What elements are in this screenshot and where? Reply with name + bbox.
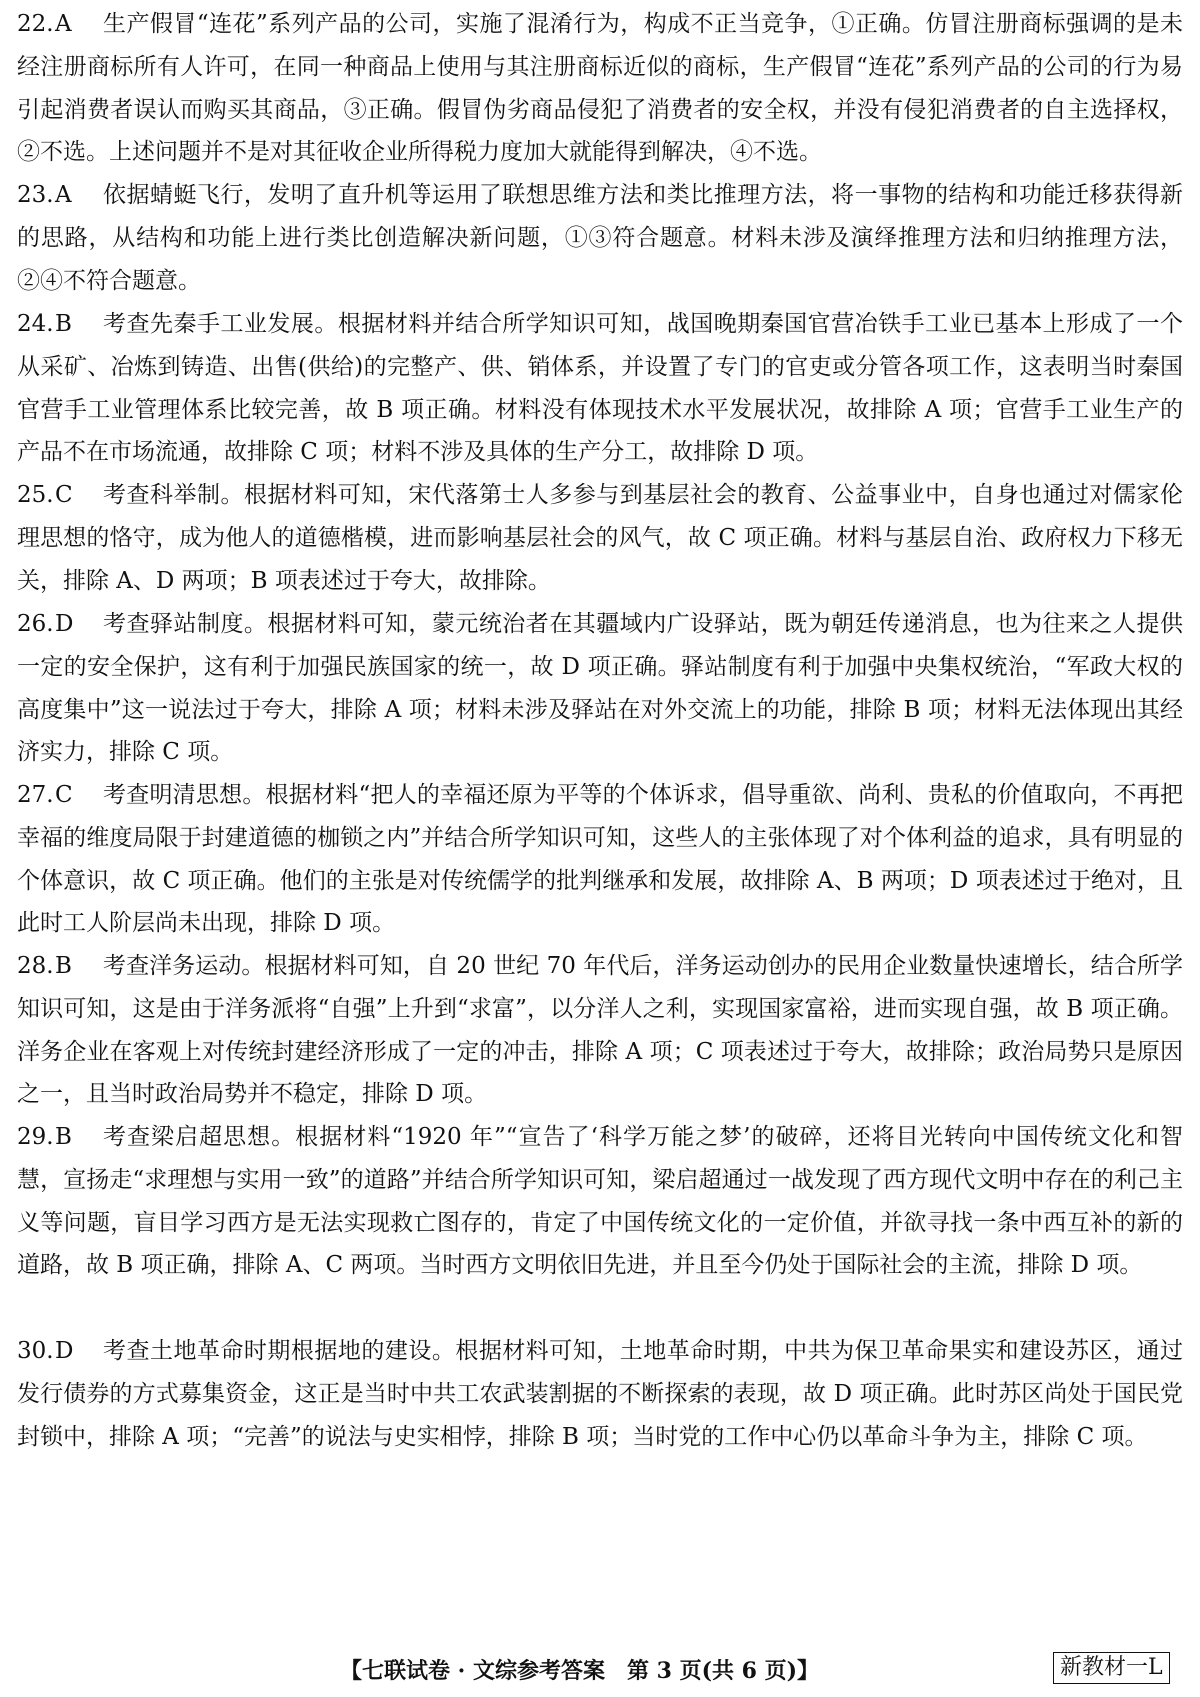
question-number: 29. xyxy=(17,1124,54,1150)
explanation-text: 依据蜻蜓飞行，发明了直升机等运用了联想思维方法和类比推理方法，将一事物的结构和功能迁移获得新的思路，从结构和功能上进行类比创造解决新问题，①③符合题意。材料未涉及演绎推理方法和归纳推理方法，②④不符合题意。 xyxy=(17,182,1183,294)
answer-item-27 xyxy=(17,774,1183,945)
answer-item-28 xyxy=(17,945,1183,1116)
page-footer xyxy=(0,1648,1200,1688)
explanation-text: 考查先秦手工业发展。根据材料并结合所学知识可知，战国晚期秦国官营冶铁手工业已基本上形成了一个从采矿、冶炼到铸造、出售(供给)的完整产、供、销体系，并设置了专门的官吏或分管各项工作，这表明当时秦国官营手工业管理体系比较完善，故 B 项正确。材料没有体现技术水平发展状况，故排除 A 项；官营手工业生产的产品不在市场流通，故排除 C 项；材料不涉及具体的生产分工，故排除 D 项。 xyxy=(17,311,1183,466)
explanation-text: 考查明清思想。根据材料“把人的幸福还原为平等的个体诉求，倡导重欲、尚利、贵私的价值取向，不再把幸福的维度局限于封建道德的枷锁之内”并结合所学知识可知，这些人的主张体现了对个体利益的追求，具有明显的个体意识，故 C 项正确。他们的主张是对传统儒学的批判继承和发展，故排除 A、B 两项；D 项表述过于绝对，且此时工人阶层尚未出现，排除 D 项。 xyxy=(17,782,1183,937)
question-number: 26. xyxy=(17,611,54,637)
explanation-text: 考查洋务运动。根据材料可知，自 20 世纪 70 年代后，洋务运动创办的民用企业数量快速增长，结合所学知识可知，这是由于洋务派将“自强”上升到“求富”，以分洋人之利，实现国家富裕，进而实现自强，故 B 项正确。洋务企业在客观上对传统封建经济形成了一定的冲击，排除 A 项；C 项表述过于夸大，故排除；政治局势只是原因之一，且当时政治局势并不稳定，排除 D 项。 xyxy=(17,953,1183,1108)
explanation-text: 生产假冒“连花”系列产品的公司，实施了混淆行为，构成不正当竞争，①正确。仿冒注册商标强调的是未经注册商标所有人许可，在同一种商品上使用与其注册商标近似的商标，生产假冒“连花”系列产品的公司的行为易引起消费者误认而购买其商品，③正确。假冒伪劣商品侵犯了消费者的安全权，并没有侵犯消费者的自主选择权，②不选。上述问题并不是对其征收企业所得税力度加大就能得到解决，④不选。 xyxy=(17,11,1183,166)
question-number: 25. xyxy=(17,482,54,508)
explanation-text: 考查梁启超思想。根据材料“1920 年”“宣告了‘科学万能之梦’的破碎，还将目光转向中国传统文化和智慧，宣扬走“求理想与实用一致”的道路”并结合所学知识可知，梁启超通过一战发现了西方现代文明中存在的利己主义等问题，盲目学习西方是无法实现救亡图存的，肯定了中国传统文化的一定价值，并欲寻找一条中西互补的新的道路，故 B 项正确，排除 A、C 两项。当时西方文明依旧先进，并且至今仍处于国际社会的主流，排除 D 项。 xyxy=(17,1124,1183,1279)
answer-letter: B xyxy=(55,311,72,337)
question-number: 24. xyxy=(17,311,54,337)
question-number: 22. xyxy=(17,11,54,37)
answer-letter: D xyxy=(55,1338,74,1364)
answer-item-26 xyxy=(17,603,1183,774)
answer-item-23 xyxy=(17,174,1183,303)
explanation-text: 考查驿站制度。根据材料可知，蒙元统治者在其疆域内广设驿站，既为朝廷传递消息，也为往来之人提供一定的安全保护，这有利于加强民族国家的统一，故 D 项正确。驿站制度有利于加强中央集权统治，“军政大权的高度集中”这一说法过于夸大，排除 A 项；材料未涉及驿站在对外交流上的功能，排除 B 项；材料无法体现出其经济实力，排除 C 项。 xyxy=(17,611,1183,766)
question-number: 28. xyxy=(17,953,54,979)
question-number: 27. xyxy=(17,782,54,808)
answer-item-22 xyxy=(17,3,1183,174)
explanation-text: 考查土地革命时期根据地的建设。根据材料可知，土地革命时期，中共为保卫革命果实和建设苏区，通过发行债券的方式募集资金，这正是当时中共工农武装割据的不断探索的表现，故 D 项正确。此时苏区尚处于国民党封锁中，排除 A 项；“完善”的说法与史实相悖，排除 B 项；当时党的工作中心仍以革命斗争为主，排除 C 项。 xyxy=(17,1338,1183,1450)
answer-item-30 xyxy=(17,1330,1183,1501)
question-number: 23. xyxy=(17,182,54,208)
answer-letter: D xyxy=(55,611,74,637)
answer-letter: C xyxy=(55,782,73,808)
answer-letter: A xyxy=(55,182,72,208)
answer-letter: A xyxy=(55,11,72,37)
answer-letter: B xyxy=(55,1124,72,1150)
answer-letter: C xyxy=(55,482,73,508)
footer-page-label: 【七联试卷 · 文综参考答案 第 3 页(共 6 页)】 xyxy=(340,1658,820,1684)
answer-item-25 xyxy=(17,474,1183,603)
answer-list xyxy=(17,3,1183,1501)
answer-letter: B xyxy=(55,953,72,979)
question-number: 30. xyxy=(17,1338,54,1364)
answer-item-29 xyxy=(17,1116,1183,1330)
explanation-text: 考查科举制。根据材料可知，宋代落第士人多参与到基层社会的教育、公益事业中，自身也通过对儒家伦理思想的恪守，成为他人的道德楷模，进而影响基层社会的风气，故 C 项正确。材料与基层自治、政府权力下移无关，排除 A、D 两项；B 项表述过于夸大，故排除。 xyxy=(17,482,1183,594)
edition-badge: 新教材一L xyxy=(1053,1652,1170,1684)
answer-item-24 xyxy=(17,303,1183,474)
